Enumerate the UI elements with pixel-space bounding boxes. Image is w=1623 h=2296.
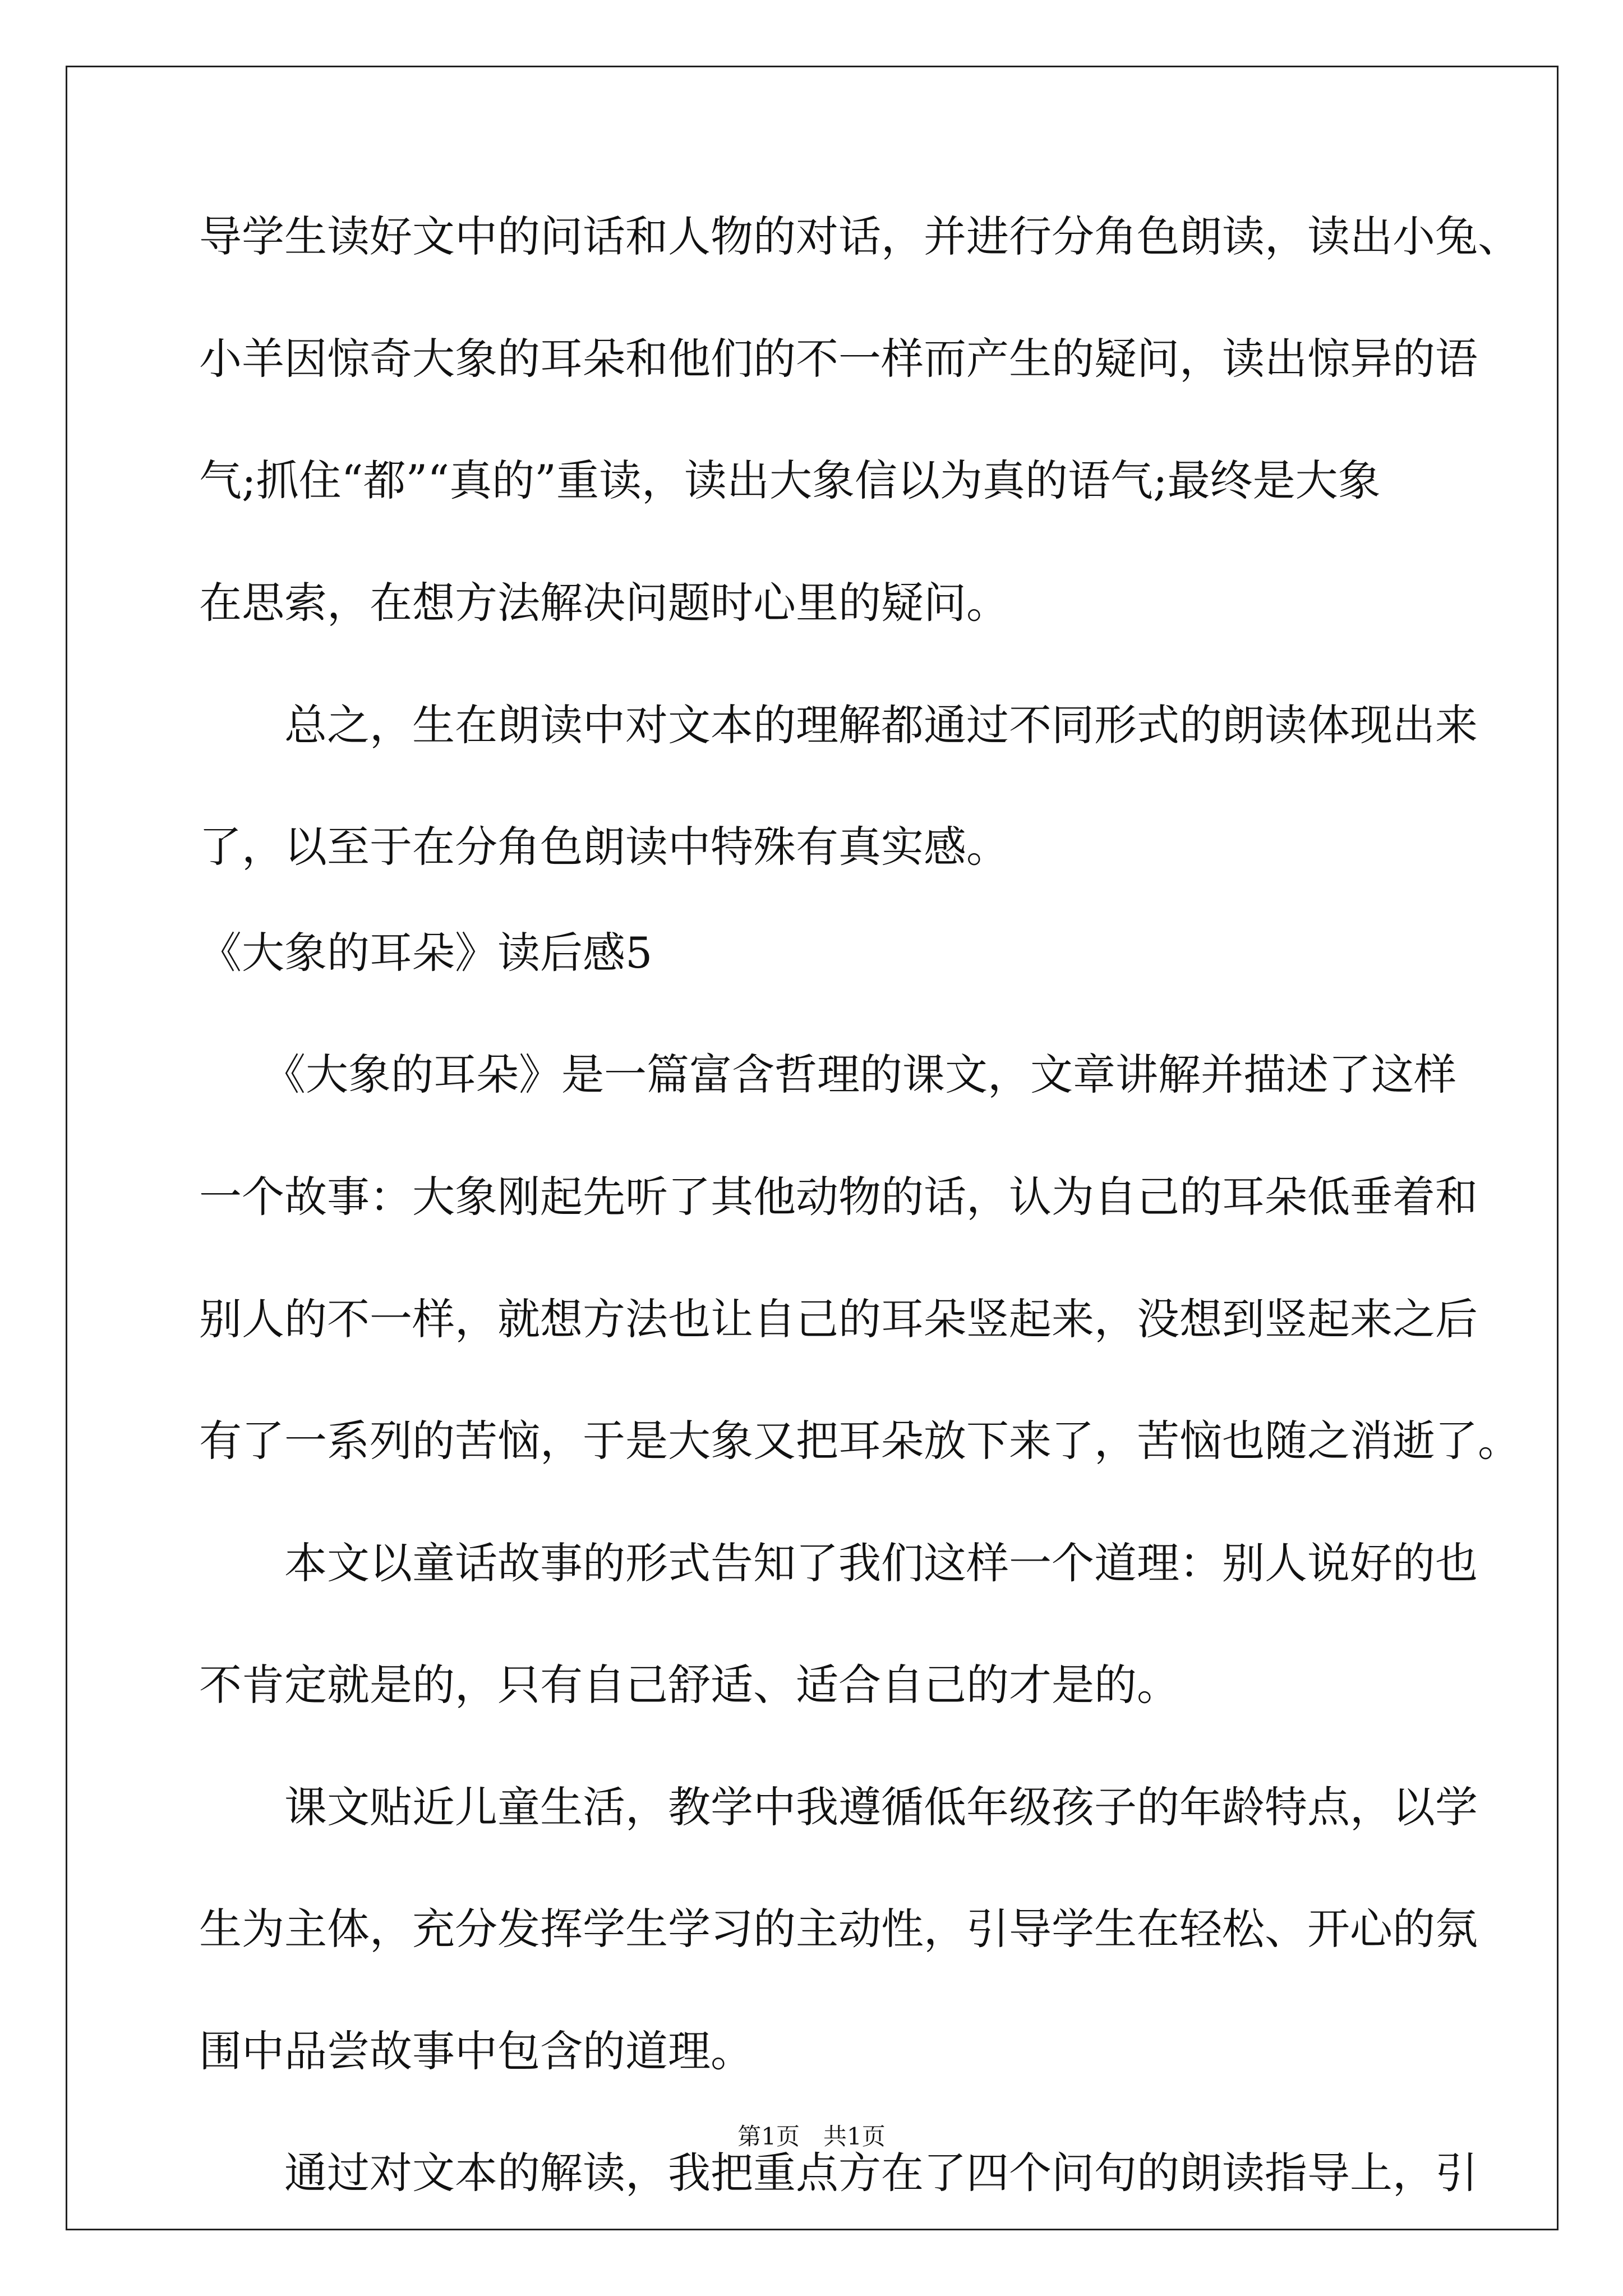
text-line: 生为主体，充分发挥学生学习的主动性，引导学生在轻松、开心的氛	[199, 1904, 1478, 1954]
text-line: 通过对文本的解读，我把重点方在了四个问句的朗读指导上，引	[199, 2148, 1478, 2198]
section-heading: 《大象的耳朵》读后感5	[199, 928, 653, 978]
text-line: 在思索，在想方法解决问题时心里的疑问。	[199, 578, 1009, 628]
text-line: 课文贴近儿童生活，教学中我遵循低年级孩子的年龄特点，以学	[199, 1782, 1478, 1832]
text-line: 别人的不一样，就想方法也让自己的耳朵竖起来，没想到竖起来之后	[199, 1294, 1478, 1344]
text-line: 本文以童话故事的形式告知了我们这样一个道理：别人说好的也	[199, 1538, 1478, 1588]
text-line: 小羊因惊奇大象的耳朵和他们的不一样而产生的疑问，读出惊异的语	[199, 334, 1478, 384]
page-number-footer: 第1页 共1页	[737, 2123, 886, 2150]
text-line: 导学生读好文中的问话和人物的对话，并进行分角色朗读，读出小兔、	[199, 211, 1520, 261]
text-line: 《大象的耳朵》是一篇富含哲理的课文，文章讲解并描述了这样	[199, 1050, 1456, 1099]
text-line: 总之，生在朗读中对文本的理解都通过不同形式的朗读体现出来	[199, 700, 1478, 750]
text-line: 有了一系列的苦恼，于是大象又把耳朵放下来了，苦恼也随之消逝了。	[199, 1416, 1520, 1466]
text-line: 围中品尝故事中包含的道理。	[199, 2026, 753, 2076]
text-line: 一个故事：大象刚起先听了其他动物的话，认为自己的耳朵低垂着和	[199, 1172, 1478, 1222]
text-line: 了，以至于在分角色朗读中特殊有真实感。	[199, 822, 1009, 872]
text-line: 不肯定就是的，只有自己舒适、适合自己的才是的。	[199, 1660, 1179, 1710]
text-line: 气;抓住“都”“真的”重读，读出大象信以为真的语气;最终是大象	[199, 455, 1381, 505]
